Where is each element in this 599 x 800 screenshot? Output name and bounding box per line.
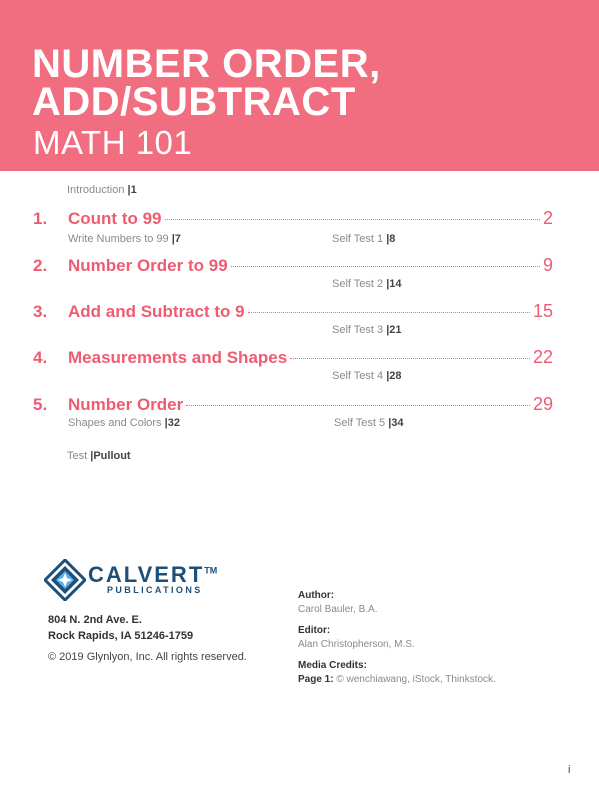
intro-label: Introduction <box>67 184 125 196</box>
calvert-logo-icon <box>44 559 86 601</box>
sub-entry-label: Shapes and Colors <box>68 417 162 429</box>
self-test-entry <box>334 417 404 429</box>
title-line-1: NUMBER ORDER, <box>32 42 381 86</box>
sub-entry-label: Self Test 1 <box>332 233 384 245</box>
publisher-name-text: CALVERT <box>88 562 205 587</box>
unit-title: Number Order <box>68 395 184 414</box>
dot-leader <box>290 358 530 359</box>
self-test-entry <box>332 370 402 382</box>
sub-entry-page: |34 <box>388 417 404 429</box>
sub-entry-page: |7 <box>171 233 181 245</box>
unit-entry-1 <box>33 208 553 230</box>
sub-entry-page: |8 <box>386 233 396 245</box>
author-name: Carol Bauler, B.A. <box>298 604 378 615</box>
sub-entry-label: Self Test 4 <box>332 370 384 382</box>
test-entry <box>67 450 131 462</box>
sub-entry-page: |32 <box>164 417 180 429</box>
subtitle: MATH 101 <box>33 124 193 161</box>
copyright: © 2019 Glynlyon, Inc. All rights reserved. <box>48 651 247 663</box>
sub-entry-label: Self Test 3 <box>332 324 384 336</box>
unit-entry-2 <box>33 255 553 277</box>
dot-leader <box>186 405 530 406</box>
unit-title: Count to 99 <box>68 209 162 228</box>
sub-entry-label: Write Numbers to 99 <box>68 233 169 245</box>
publisher-address <box>48 612 193 644</box>
unit-number: 4. <box>33 348 48 367</box>
sub-entry-page: |28 <box>386 370 402 382</box>
unit-page: 22 <box>532 347 553 367</box>
unit-title: Add and Subtract to 9 <box>68 302 245 321</box>
intro-entry <box>67 184 137 196</box>
page-number: i <box>568 764 571 776</box>
publisher-sub: PUBLICATIONS <box>107 585 203 595</box>
unit-page: 9 <box>542 255 553 275</box>
sub-entry-page: |14 <box>386 278 402 290</box>
unit-number: 2. <box>33 256 48 275</box>
title-banner <box>0 0 599 171</box>
self-test-entry <box>332 278 402 290</box>
test-page: |Pullout <box>90 450 131 462</box>
intro-page: |1 <box>127 184 137 196</box>
unit-entry-3 <box>33 301 553 323</box>
sub-entry-page: |21 <box>386 324 402 336</box>
unit-entry-4 <box>33 347 553 369</box>
media-text: © wenchiawang, iStock, Thinkstock. <box>336 674 496 685</box>
unit-title: Measurements and Shapes <box>68 348 288 367</box>
dot-leader <box>248 312 530 313</box>
test-label: Test <box>67 450 88 462</box>
unit-entry-5 <box>33 394 553 416</box>
address-line-2: Rock Rapids, IA 51246-1759 <box>48 630 194 642</box>
media-credit-line <box>298 673 496 687</box>
media-credits-label: Media Credits: <box>298 660 367 671</box>
credits <box>298 589 496 687</box>
editor-name: Alan Christopherson, M.S. <box>298 639 415 650</box>
unit-page: 15 <box>532 301 553 321</box>
unit-number: 1. <box>33 209 48 228</box>
media-page: Page 1: <box>298 674 334 685</box>
editor-label: Editor: <box>298 625 331 636</box>
author-label: Author: <box>298 590 335 601</box>
self-test-entry <box>332 324 402 336</box>
sub-entry-label: Self Test 5 <box>334 417 386 429</box>
sub-entry <box>68 233 181 245</box>
title-line-2: ADD/SUBTRACT <box>32 80 356 124</box>
unit-number: 5. <box>33 395 48 414</box>
sub-entry <box>68 417 180 429</box>
unit-number: 3. <box>33 302 48 321</box>
self-test-entry <box>332 233 395 245</box>
unit-title: Number Order to 99 <box>68 256 228 275</box>
dot-leader <box>165 219 540 220</box>
unit-page: 29 <box>532 394 553 414</box>
sub-entry-label: Self Test 2 <box>332 278 384 290</box>
address-line-1: 804 N. 2nd Ave. E. <box>48 614 142 626</box>
unit-page: 2 <box>542 208 553 228</box>
trademark: TM <box>204 565 218 576</box>
dot-leader <box>231 266 540 267</box>
